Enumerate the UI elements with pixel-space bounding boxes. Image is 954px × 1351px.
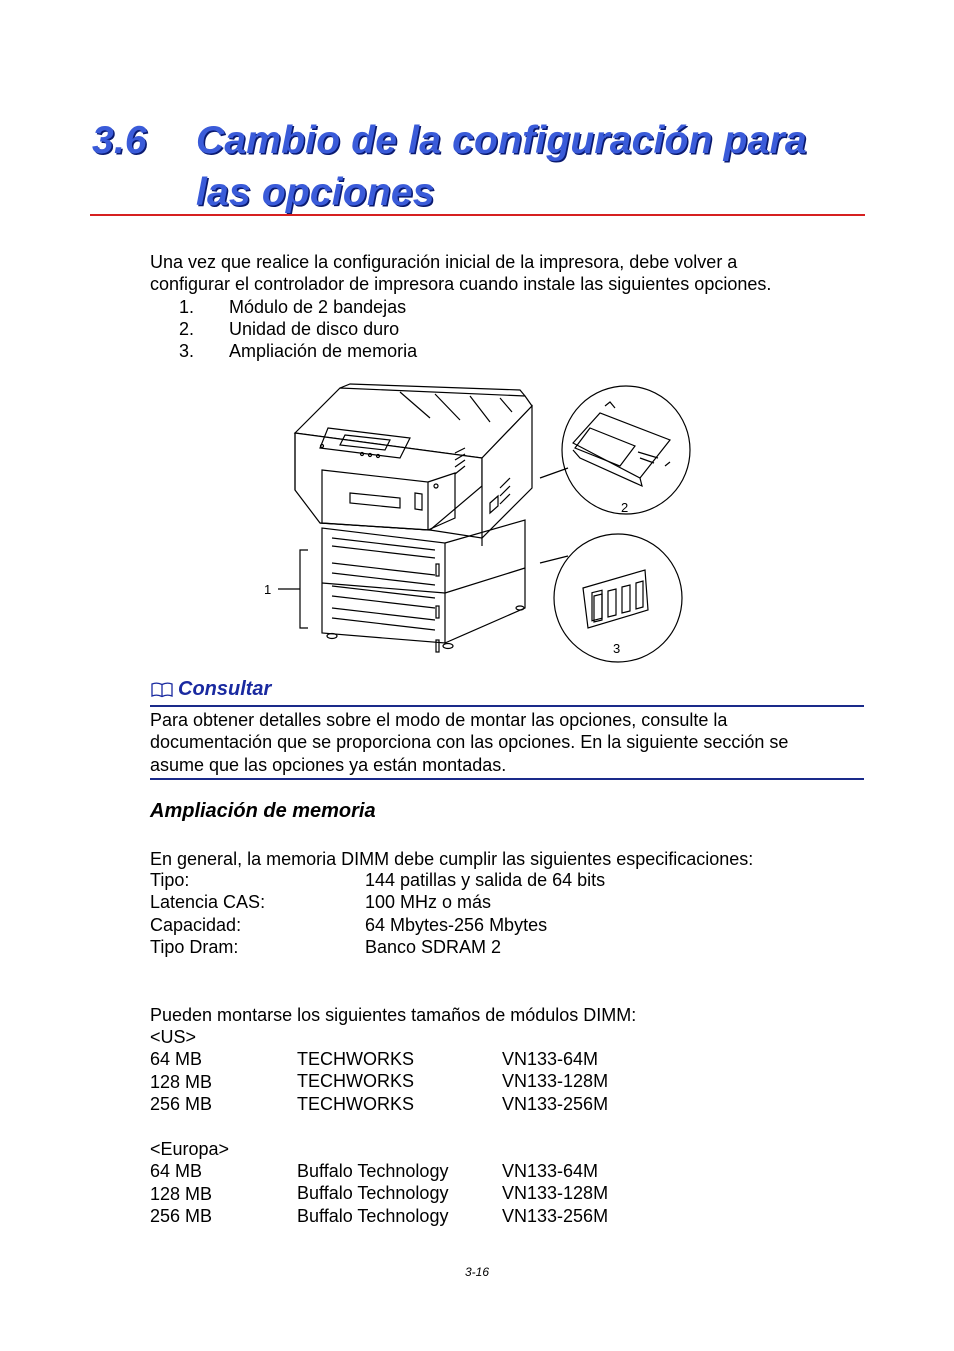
us-model: VN133-128M: [502, 1071, 609, 1092]
consult-line-2: documentación que se proporciona con las opciones. En la siguiente sección se: [150, 732, 789, 752]
spec-label: Tipo Dram:: [150, 936, 239, 957]
figure-label-1: 1: [264, 582, 272, 597]
eu-region-label: <Europa>: [150, 1139, 230, 1159]
page-number: 3-16: [464, 1265, 490, 1279]
bracket-1: [278, 550, 308, 628]
eu-model: VN133-64M: [502, 1161, 599, 1181]
list-number: 2.: [179, 319, 195, 339]
heading-line-2: las opciones: [196, 171, 435, 214]
spec-values: [365, 869, 605, 958]
consult-rule-bottom: [150, 778, 864, 780]
memory-intro: En general, la memoria DIMM debe cumplir las siguientes especificaciones:: [150, 849, 754, 869]
us-model: VN133-256M: [502, 1093, 609, 1114]
us-size: 256 MB: [150, 1093, 213, 1114]
spec-value: Banco SDRAM 2: [365, 936, 502, 957]
heading-line-1: Cambio de la configuración para: [196, 119, 807, 162]
hard-disk-drawing: [540, 386, 690, 514]
spec-label: Latencia CAS:: [150, 892, 266, 913]
eu-size: 256 MB: [150, 1205, 213, 1226]
list-number: 3.: [179, 341, 195, 361]
eu-model: VN133-256M: [502, 1205, 609, 1226]
consult-header: [150, 678, 271, 701]
figure-label-2: 2: [621, 500, 629, 515]
intro-line-1: Una vez que realice la configuración inicial de la impresora, debe volver a: [150, 252, 738, 272]
us-maker: TECHWORKS: [297, 1049, 414, 1069]
us-region-label: <US>: [150, 1027, 197, 1047]
spec-value: 100 MHz o más: [365, 892, 492, 913]
consult-line-3: asume que las opciones ya están montadas.: [150, 755, 507, 775]
printer-drawing: [295, 384, 532, 652]
spec-value: 144 patillas y salida de 64 bits: [365, 870, 606, 890]
spec-value: 64 Mbytes-256 Mbytes: [365, 914, 548, 935]
printer-options-illustration: [250, 378, 710, 678]
spec-label: Tipo:: [150, 870, 190, 890]
memory-module-drawing: [540, 534, 682, 662]
list-item-text: Ampliación de memoria: [229, 341, 418, 361]
us-maker: TECHWORKS: [297, 1093, 414, 1114]
us-model-column: [502, 1048, 608, 1115]
eu-size: 64 MB: [150, 1161, 203, 1182]
us-maker: TECHWORKS: [297, 1071, 414, 1092]
list-item-text: Módulo de 2 bandejas: [229, 297, 407, 317]
heading-rule: [90, 214, 865, 216]
eu-maker: Buffalo Technology: [297, 1161, 449, 1181]
us-model: VN133-64M: [502, 1049, 599, 1069]
spec-labels: [150, 869, 265, 958]
list-item-text: Unidad de disco duro: [229, 319, 400, 339]
eu-size-column: [150, 1138, 229, 1227]
consult-line-1: Para obtener detalles sobre el modo de montar las opciones, consulte la: [150, 710, 728, 730]
eu-maker: Buffalo Technology: [297, 1205, 449, 1226]
us-size: 64 MB: [150, 1049, 203, 1070]
section-number: 3.6: [92, 119, 147, 162]
figure-label-3: 3: [613, 641, 621, 656]
spec-label: Capacidad:: [150, 914, 242, 935]
us-maker-column: [297, 1048, 414, 1115]
memory-subheading: Ampliación de memoria: [150, 800, 376, 822]
eu-size: 128 MB: [150, 1183, 213, 1204]
consult-rule-top: [150, 705, 864, 707]
us-size: 128 MB: [150, 1071, 213, 1092]
intro-line-2: configurar el controlador de impresora cuando instale las siguientes opciones.: [150, 274, 772, 294]
eu-model-column: [502, 1160, 608, 1227]
eu-maker: Buffalo Technology: [297, 1183, 449, 1204]
consult-title: Consultar: [178, 678, 272, 700]
eu-model: VN133-128M: [502, 1183, 609, 1204]
book-icon: [150, 681, 174, 699]
us-size-column: [150, 1026, 212, 1115]
list-number: 1.: [179, 297, 195, 317]
eu-maker-column: [297, 1160, 448, 1227]
sizes-intro: Pueden montarse los siguientes tamaños de módulos DIMM:: [150, 1005, 637, 1025]
